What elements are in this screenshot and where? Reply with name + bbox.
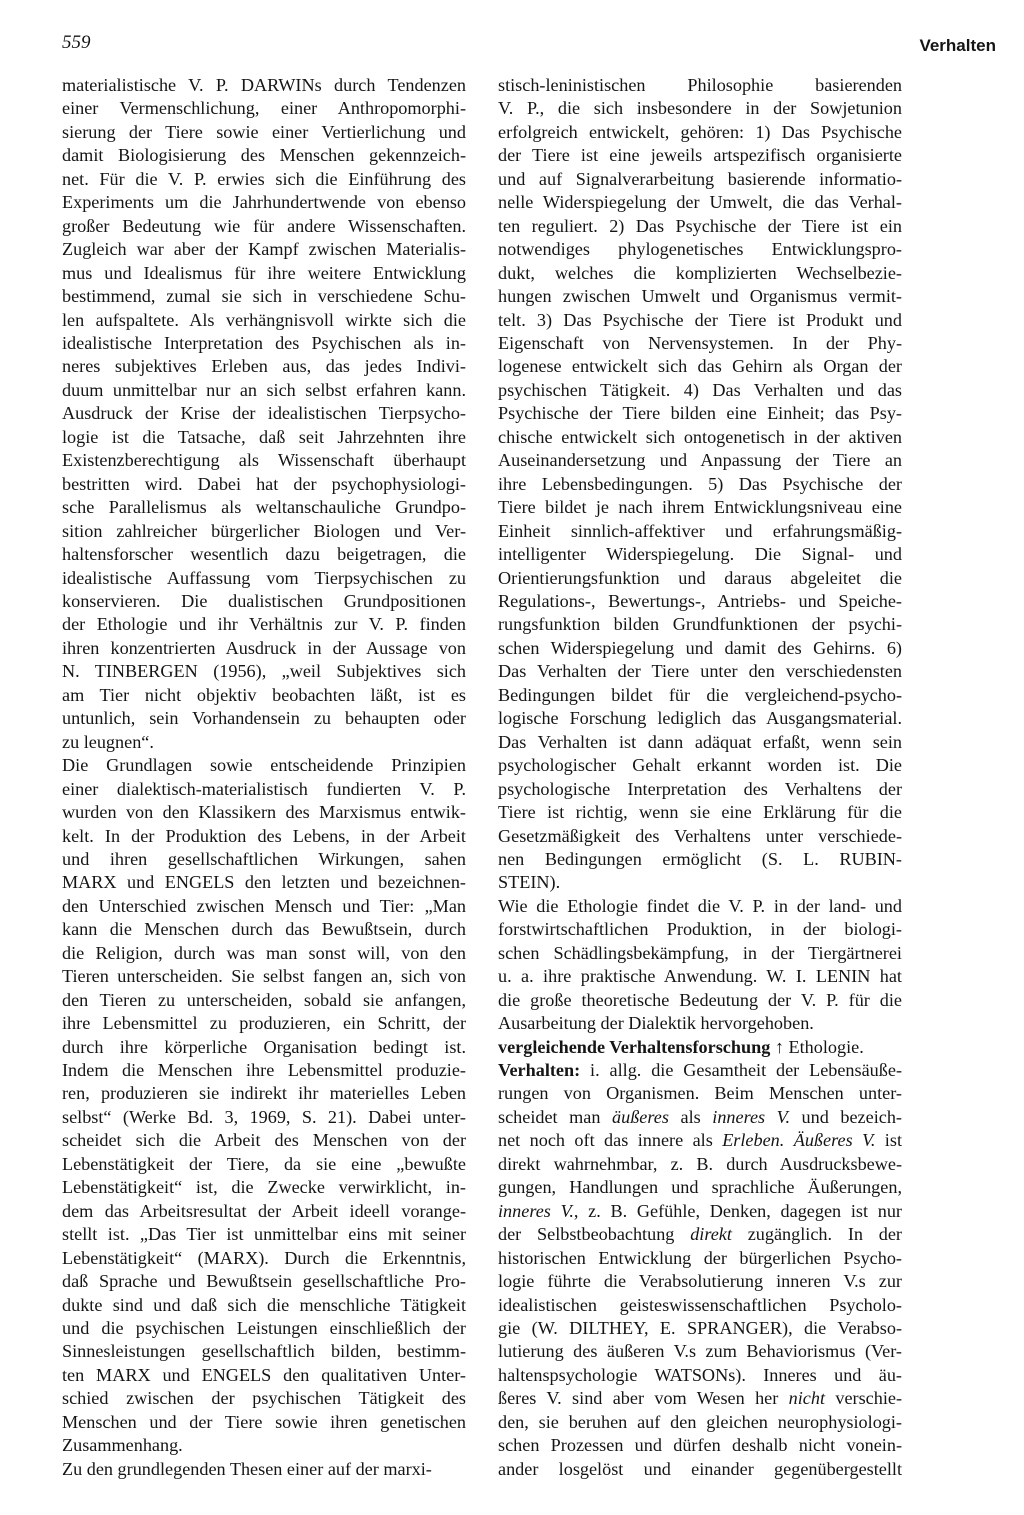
text-line: nelle Widerspiegelung der Umwelt, die das Verhal-	[498, 192, 902, 213]
text-line: Orientierungsfunktion und daraus abgeleitet die	[498, 567, 902, 588]
text-segment: ist	[875, 1130, 902, 1151]
text-line	[498, 1387, 902, 1410]
text-line: erfolgreich entwickelt, gehören: 1) Das Psychische	[498, 121, 902, 142]
text-line: Das Verhalten ist dann adäquat erfaßt, wenn sein	[498, 731, 902, 752]
text-line: idealistische Interpretation des Psychischen als in-	[62, 332, 466, 353]
text-line: idealistische Auffassung vom Tierpsychischen zu	[62, 567, 466, 588]
text-line: scheidet sich die Arbeit des Menschen von der	[62, 1130, 466, 1151]
text-line: Gesetzmäßigkeit des Verhaltens unter verschiede-	[498, 825, 902, 846]
paragraph	[498, 74, 902, 895]
text-line: ten MARX und ENGELS den qualitativen Unter-	[62, 1364, 466, 1385]
text-line: durch ihre körperliche Organisation bedingt ist.	[62, 1036, 466, 1057]
text-line: bestimmend, zumal sie sich in verschiedene Schu-	[62, 286, 466, 307]
text-line: logie führte die Verabsolutierung inneren V.s zur	[498, 1271, 902, 1292]
text-line: schied zwischen der psychischen Tätigkeit des	[62, 1388, 466, 1409]
text-segment: der Selbstbeobachtung	[498, 1224, 691, 1245]
text-line: Auseinandersetzung und Anpassung der Tiere an	[498, 450, 902, 471]
text-line: schen Prozessen und dürfen deshalb nicht vonein-	[498, 1435, 902, 1456]
text-line: psychischen Tätigkeit. 4) Das Verhalten und das	[498, 379, 902, 400]
text-line: untunlich, sein Vorhandensein zu behaupten oder	[62, 708, 466, 729]
italic-text: nicht	[788, 1388, 826, 1409]
text-line: N. TINBERGEN (1956), „weil Subjektives sich	[62, 661, 466, 682]
text-line: ihren konzentrierten Ausdruck in der Aussage von	[62, 637, 466, 658]
text-line: len aufspaltete. Als verhängnisvoll wirkte sich die	[62, 309, 466, 330]
text-line: die große theoretische Bedeutung der V. P. für die	[498, 989, 902, 1010]
text-line: hungen zwischen Umwelt und Organismus vermit-	[498, 286, 902, 307]
text-segment: , z. B. Gefühle, Denken, dagegen ist nur	[573, 1200, 902, 1221]
text-line: nen Bedingungen ermöglicht (S. L. RUBIN-	[498, 848, 902, 869]
text-segment: zugänglich. In der	[731, 1224, 902, 1245]
text-line: rungen von Organismen. Beim Menschen unter-	[498, 1083, 902, 1104]
text-line: logie ist die Tatsache, daß seit Jahrzehnten ihre	[62, 426, 466, 447]
text-line: Regulations-, Bewertungs-, Antriebs- und Speiche-	[498, 590, 902, 611]
text-line: den, sie beruhen auf den gleichen neurophysiologi-	[498, 1411, 902, 1432]
paragraph	[62, 74, 466, 754]
text-line: Das Verhalten der Tiere unter den verschiedensten	[498, 661, 902, 682]
text-line: Ausdruck der Krise der idealistischen Tierpsycho-	[62, 403, 466, 424]
paragraph	[498, 895, 902, 1036]
text-line: STEIN).	[498, 872, 561, 893]
text-line: ihre Lebensmittel zu produzieren, ein Schritt, der	[62, 1013, 466, 1034]
text-segment: verschie-	[825, 1388, 903, 1409]
text-line: Indem die Menschen ihre Lebensmittel produzie-	[62, 1060, 466, 1081]
text-line: net. Für die V. P. erwies sich die Einführung des	[62, 168, 466, 189]
text-line: schen Widerspiegelung und damit des Gehirns. 6)	[498, 637, 902, 658]
text-line	[498, 1036, 902, 1059]
text-segment: i. allg. die Gesamtheit der Lebensäuße-	[590, 1060, 902, 1081]
text-line: der Tiere ist eine jeweils artspezifisch organisierte	[498, 145, 902, 166]
text-segment: als	[668, 1106, 713, 1127]
text-line: Tieren unterscheiden. Sie selbst fangen an, sich von	[62, 966, 466, 987]
text-line: Zusammenhang.	[62, 1435, 183, 1456]
page-number: 559	[62, 32, 91, 53]
text-line: einer dialektisch-materialistisch fundierten V. P.	[62, 778, 466, 799]
text-line: haltenspsychologie WATSONs). Inneres und äu-	[498, 1364, 902, 1385]
text-line: kelt. In der Produktion des Lebens, in der Arbeit	[62, 825, 466, 846]
text-line: psychologischer Gehalt erkannt worden ist. Die	[498, 755, 902, 776]
italic-text: Erleben. Äußeres V.	[722, 1130, 876, 1151]
text-segment: net noch oft das innere als	[498, 1130, 723, 1151]
italic-text: äußeres	[612, 1106, 669, 1127]
text-line: sierung der Tiere sowie einer Vertierlichung und	[62, 121, 466, 142]
text-line: den Tieren zu unterscheiden, sobald sie anfangen,	[62, 989, 466, 1010]
text-line: materialistische V. P. DARWINs durch Tendenzen	[62, 75, 466, 95]
text-line	[498, 1200, 902, 1223]
text-line: konservieren. Die dualistischen Grundpositionen	[62, 590, 466, 611]
text-line: dukt, welches die komplizierten Wechselbezie-	[498, 262, 902, 283]
text-line: Eigenschaft von Nervensystemen. In der Phy-	[498, 332, 902, 353]
section-title: Verhalten	[919, 36, 996, 55]
text-line: zu leugnen“.	[62, 731, 154, 752]
text-line: ander losgelöst und einander gegenübergestellt	[498, 1458, 902, 1479]
text-line: dem das Arbeitsresultat der Arbeit ideell vorange-	[62, 1200, 466, 1221]
text-line	[498, 1059, 902, 1082]
text-line: neres subjektives Erleben aus, das jedes Indivi-	[62, 356, 466, 377]
text-line: gungen, Handlungen und sprachliche Äußerungen,	[498, 1177, 902, 1198]
text-line: Ausarbeitung der Dialektik hervorgehoben.	[498, 1013, 814, 1034]
text-line: direkt wahrnehmbar, z. B. durch Ausdrucksbewe-	[498, 1153, 902, 1174]
text-line: am Tier nicht objektiv beobachten läßt, ist es	[62, 684, 466, 705]
text-line: Die Grundlagen sowie entscheidende Prinzipien	[62, 755, 466, 776]
text-line: lutierung des äußeren V.s zum Behaviorismus (Ver-	[498, 1341, 902, 1362]
text-line: historischen Entwicklung der bürgerlichen Psycho-	[498, 1247, 902, 1268]
cross-reference: ↑ Ethologie.	[774, 1036, 864, 1057]
text-line: und auf Signalverarbeitung basierende informatio-	[498, 168, 902, 189]
text-line: Bedingungen bildet für die vergleichend-psycho-	[498, 684, 902, 705]
text-line: V. P., die sich insbesondere in der Sowjetunion	[498, 98, 902, 119]
text-line: ihre Lebensbedingungen. 5) Das Psychische der	[498, 473, 902, 494]
text-line: Menschen und der Tiere sowie ihren genetischen	[62, 1411, 466, 1432]
text-line: die Religion, durch was man sonst will, von den	[62, 942, 466, 963]
text-line: forstwirtschaftlichen Produktion, in der biologi-	[498, 919, 902, 940]
text-line: der Ethologie und ihr Verhältnis zur V. P. finden	[62, 614, 466, 635]
text-line: stellt ist. „Das Tier ist unmittelbar eins mit seiner	[62, 1224, 466, 1245]
text-line: kann die Menschen durch das Bewußtsein, durch	[62, 919, 466, 940]
text-line: Wie die Ethologie findet die V. P. in der land- und	[498, 895, 902, 916]
text-line: mus und Idealismus für ihre weitere Entwicklung	[62, 262, 466, 283]
text-line: Psychische der Tiere bilden eine Einheit; das Psy-	[498, 403, 902, 424]
text-line: schen Schädlingsbekämpfung, in der Tiergärtnerei	[498, 942, 902, 963]
text-line: bestritten wird. Dabei hat der psychophysiologi-	[62, 473, 466, 494]
text-line: chische entwickelt sich ontogenetisch in der aktiven	[498, 426, 902, 447]
text-line: u. a. ihre praktische Anwendung. W. I. LENIN hat	[498, 966, 902, 987]
text-line: und ihren gesellschaftlichen Wirkungen, sahen	[62, 848, 466, 869]
italic-text: direkt	[690, 1224, 732, 1245]
text-line: großer Bedeutung wie für andere Wissenschaften.	[62, 215, 466, 236]
text-line: Tiere ist richtig, wenn sie eine Erklärung für die	[498, 802, 902, 823]
text-line: den Unterschied zwischen Mensch und Tier: „Man	[62, 895, 466, 916]
text-segment: und bezeich-	[790, 1106, 902, 1127]
text-line: idealistischen geisteswissenschaftlichen Psycholo-	[498, 1294, 902, 1315]
text-line: gie (W. DILTHEY, E. SPRANGER), die Verabso-	[498, 1318, 902, 1339]
text-line: logenese entwickelt sich das Gehirn als Organ der	[498, 356, 902, 377]
text-line: stisch-leninistischen Philosophie basierenden	[498, 75, 902, 95]
text-line: Existenzberechtigung als Wissenschaft überhaupt	[62, 450, 466, 471]
text-line: daß Sprache und Bewußtsein gesellschaftliche Pro-	[62, 1271, 466, 1292]
text-line: logische Forschung lediglich das Ausgangsmaterial.	[498, 708, 902, 729]
text-segment: ßeres V. sind aber vom Wesen her	[498, 1388, 789, 1409]
text-line: ren, produzieren sie indirekt ihr materielles Leben	[62, 1083, 466, 1104]
text-line: intelligenter Widerspiegelung. Die Signal- und	[498, 544, 902, 565]
right-column	[498, 74, 902, 1481]
text-segment: scheidet man	[498, 1106, 613, 1127]
text-line: Experiments um die Jahrhundertwende von ebenso	[62, 192, 466, 213]
text-line: haltensforscher wesentlich dazu beigetragen, die	[62, 544, 466, 565]
text-line: Lebenstätigkeit“ ist, die Zwecke verwirklicht, in-	[62, 1177, 466, 1198]
entry-term: vergleichende Verhaltensforschung	[498, 1036, 771, 1057]
text-line: Lebenstätigkeit der Tiere, da sie eine „bewußte	[62, 1153, 466, 1174]
text-line: sche Parallelismus als weltanschauliche Grundpo-	[62, 497, 466, 518]
text-line: einer Vermenschlichung, einer Anthropomorphi-	[62, 98, 466, 119]
text-line: Zugleich war aber der Kampf zwischen Materialis-	[62, 239, 466, 260]
entry-vergleichende-verhaltensforschung	[498, 1036, 902, 1059]
text-line	[498, 1106, 902, 1129]
text-line: selbst“ (Werke Bd. 3, 1969, S. 21). Dabei unter-	[62, 1106, 466, 1127]
text-line: ten reguliert. 2) Das Psychische der Tiere ist ein	[498, 215, 902, 236]
text-line: duum unmittelbar nur an sich selbst erfahren kann.	[62, 379, 466, 400]
left-column	[62, 74, 466, 1481]
text-line: telt. 3) Das Psychische der Tiere ist Produkt und	[498, 309, 902, 330]
text-line: Lebenstätigkeit“ (MARX). Durch die Erkenntnis,	[62, 1247, 466, 1268]
text-line: notwendiges phylogenetisches Entwicklungspro-	[498, 239, 902, 260]
entry-verhalten	[498, 1059, 902, 1481]
paragraph	[62, 1458, 466, 1481]
text-line: rungsfunktion bilden Grundfunktionen der psychi-	[498, 614, 902, 635]
text-line	[498, 1129, 902, 1152]
entry-term: Verhalten:	[498, 1060, 581, 1081]
text-line: dukte sind und daß sich die menschliche Tätigkeit	[62, 1294, 466, 1315]
text-line: MARX und ENGELS den letzten und bezeichnen-	[62, 872, 466, 893]
italic-text: inneres V.	[498, 1200, 574, 1221]
text-line: Zu den grundlegenden Thesen einer auf der marxi-	[62, 1458, 432, 1479]
text-line: wurden von den Klassikern des Marxismus entwik-	[62, 802, 466, 823]
text-line: sition zahlreicher bürgerlicher Biologen und Ver-	[62, 520, 466, 541]
paragraph	[62, 754, 466, 1458]
text-line	[498, 1223, 902, 1246]
text-line: Einheit sinnlich-affektiver und erfahrungsmäßig-	[498, 520, 902, 541]
text-line: und die psychischen Leistungen einschließlich der	[62, 1318, 466, 1339]
text-line: psychologische Interpretation des Verhaltens der	[498, 778, 902, 799]
italic-text: inneres V.	[712, 1106, 790, 1127]
text-line: damit Biologisierung des Menschen gekennzeich-	[62, 145, 466, 166]
text-line: Sinnesleistungen gesellschaftlich bilden, bestimm-	[62, 1341, 466, 1362]
text-line: Tiere bildet je nach ihrem Entwicklungsniveau eine	[498, 497, 902, 518]
